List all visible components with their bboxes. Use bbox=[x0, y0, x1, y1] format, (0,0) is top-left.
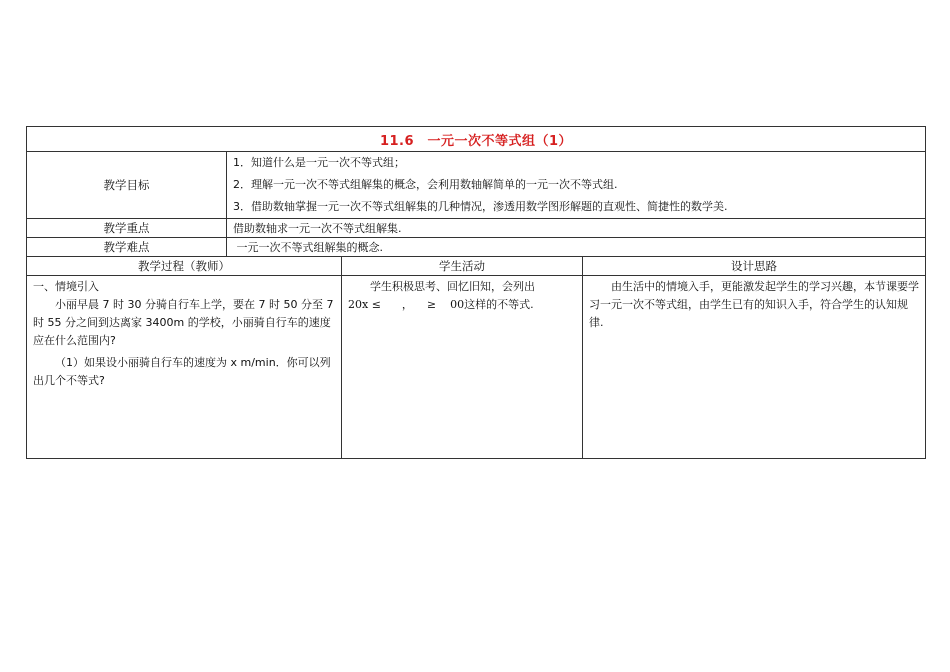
teacher-process-header: 教学过程（教师） bbox=[27, 257, 342, 276]
scenario-paragraph: 小丽早晨 7 时 30 分骑自行车上学，要在 7 时 50 分至 7 时 55 分之间到达离家 3400m 的学校，小丽骑自行车的速度应在什么范围内? bbox=[33, 298, 334, 347]
teacher-process-cell bbox=[27, 276, 342, 459]
section-heading: 一、情境引入 bbox=[33, 280, 99, 293]
student-activity-tail: 这样的不等式. bbox=[464, 298, 534, 311]
difficulty-label: 教学难点 bbox=[27, 238, 227, 257]
goal-item-2: 2．理解一元一次不等式组解集的概念，会利用数轴解简单的一元一次不等式组. bbox=[233, 178, 618, 191]
student-activity-header: 学生活动 bbox=[342, 257, 583, 276]
difficulty-text: 一元一次不等式组解集的概念. bbox=[227, 238, 926, 257]
inequality-expression: 20x ≤ ， ≥ 00 bbox=[348, 298, 465, 311]
key-point-text: 借助数轴求一元一次不等式组解集. bbox=[227, 219, 926, 238]
lesson-plan-table bbox=[26, 126, 926, 459]
goals-content bbox=[227, 152, 926, 219]
design-idea-text: 由生活中的情境入手，更能激发起学生的学习兴趣，本节课要学习一元一次不等式组，由学生已有的知识入手，符合学生的认知规律. bbox=[589, 280, 919, 329]
design-idea-cell bbox=[583, 276, 926, 459]
goal-item-1: 1．知道什么是一元一次不等式组； bbox=[233, 156, 405, 169]
goals-label: 教学目标 bbox=[27, 152, 227, 219]
student-activity-line2 bbox=[348, 296, 576, 314]
question-paragraph: （1）如果设小丽骑自行车的速度为 x m/min．你可以列出几个不等式? bbox=[33, 356, 331, 387]
student-activity-line1: 学生积极思考、回忆旧知，会列出 bbox=[370, 280, 535, 293]
key-point-label: 教学重点 bbox=[27, 219, 227, 238]
lesson-title: 11.6 一元一次不等式组（1） bbox=[27, 127, 926, 152]
goal-item-3: 3．借助数轴掌握一元一次不等式组解集的几种情况，渗透用数学图形解题的直观性、简捷性的数学美. bbox=[233, 200, 728, 213]
student-activity-cell bbox=[342, 276, 583, 459]
design-idea-header: 设计思路 bbox=[583, 257, 926, 276]
